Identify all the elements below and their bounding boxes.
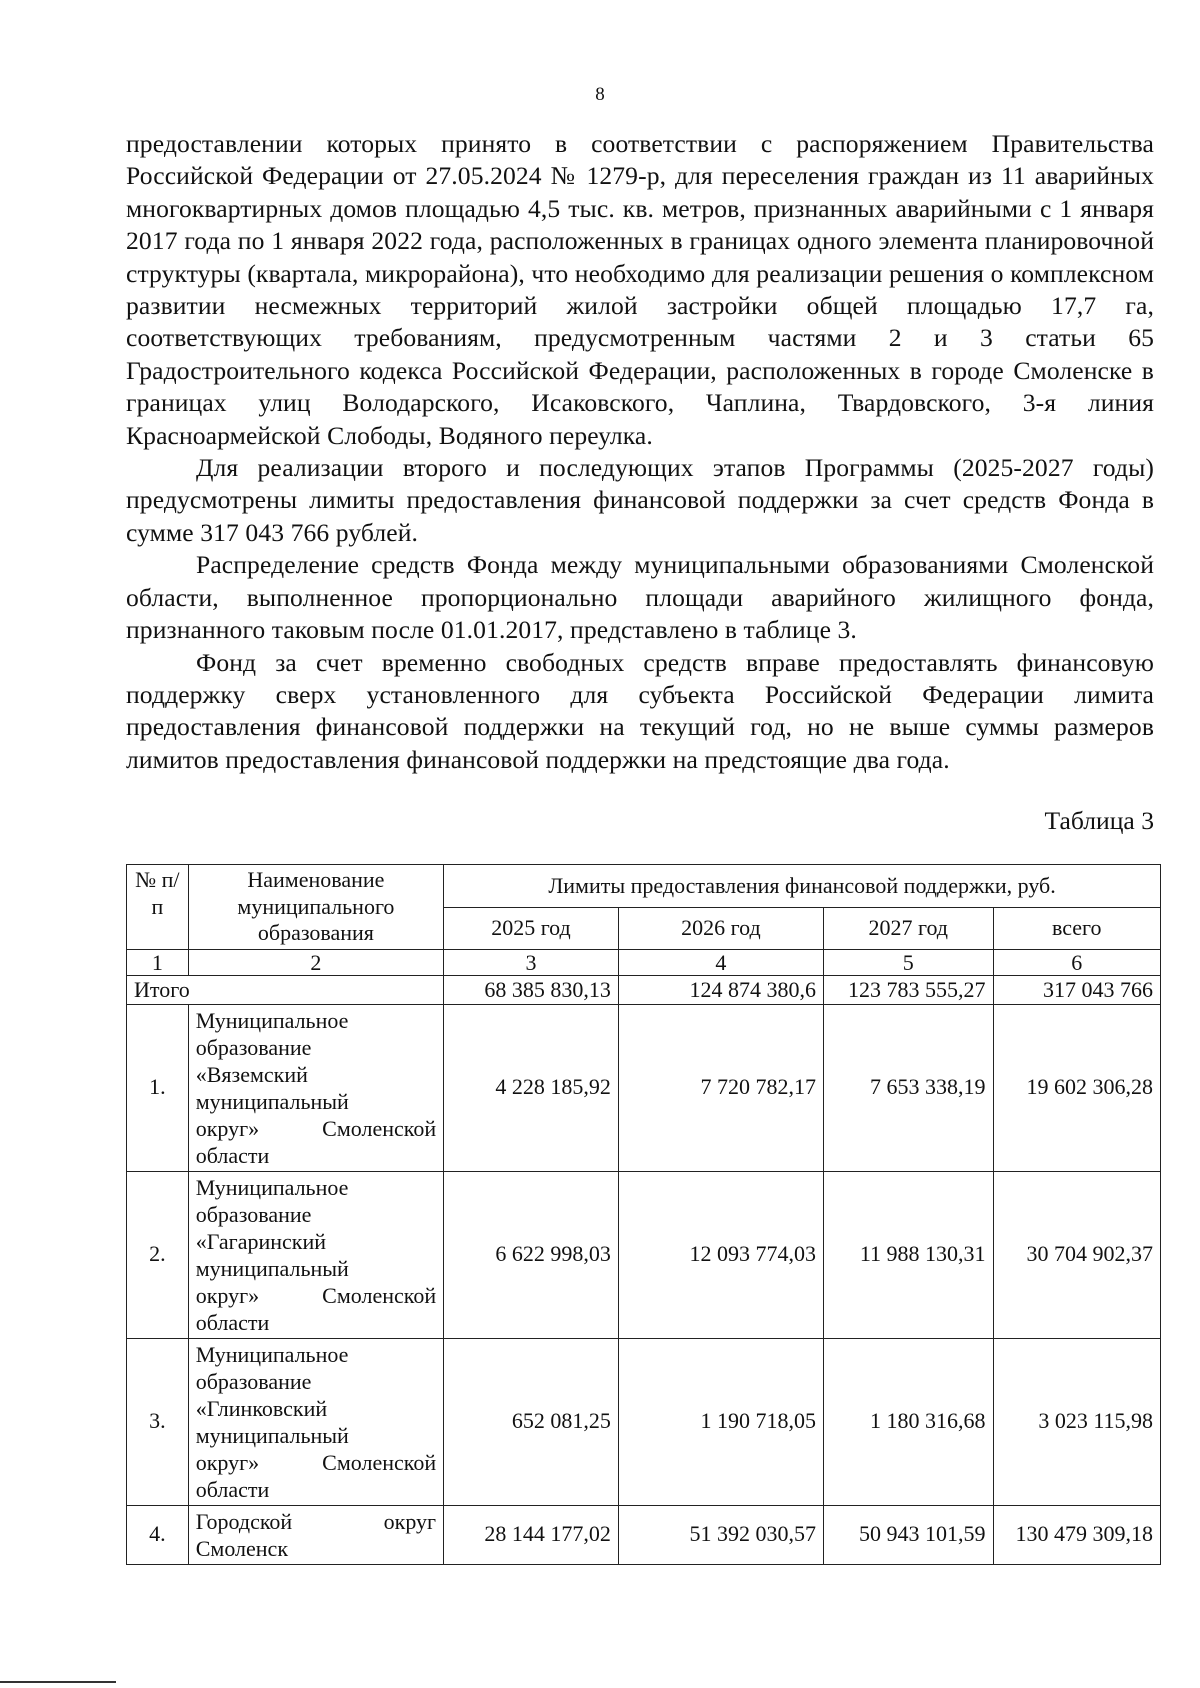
column-index: 2 xyxy=(188,949,443,975)
municipality-name xyxy=(188,1505,443,1564)
paragraph: Фонд за счет временно свободных средств вправе предоставлять финансовую поддержку сверх установленного для субъекта Российской Федерации лимита предоставления финансовой поддержки на текущий год, но не выше суммы размеров лимитов предоставления финансовой поддержки на предстоящие два года. xyxy=(126,647,1154,774)
name-line: округ» Смоленской xyxy=(195,1449,437,1475)
municipality-name xyxy=(188,1004,443,1171)
value-total: 3 023 115,98 xyxy=(993,1338,1160,1505)
name-line: муниципальный xyxy=(195,1422,349,1448)
total-row xyxy=(127,975,1161,1004)
column-index: 4 xyxy=(618,949,823,975)
name-line: Муниципальное xyxy=(195,1341,349,1367)
value-total: 19 602 306,28 xyxy=(993,1004,1160,1171)
value-2026: 7 720 782,17 xyxy=(618,1004,823,1171)
value-2027: 1 180 316,68 xyxy=(823,1338,993,1505)
value-2026: 51 392 030,57 xyxy=(618,1505,823,1564)
name-line: Смоленск xyxy=(195,1535,289,1561)
total-2027: 123 783 555,27 xyxy=(823,975,993,1004)
total-2026: 124 874 380,6 xyxy=(618,975,823,1004)
name-line: образование xyxy=(195,1368,312,1394)
paragraph: предоставлении которых принято в соответствии с распоряжением Правительства Российской Федерации от 27.05.2024 № 1279-р, для переселения граждан из 11 аварийных многоквартирных домов площадью 4,5 тыс. кв. метров, признанных аварийными с 1 января 2017 года по 1 января 2022 года, расположенных в границах одного элемента планировочной структуры (квартала, микрорайона), что необходимо для реализации решения о комплексном развитии несмежных территорий жилой застройки общей площадью 17,7 га, соответствующих требованиям, предусмотренным частями 2 и 3 статьи 65 Градостроительного кодекса Российской Федерации, расположенных в городе Смоленске в границах улиц Володарского, Исаковского, Чаплина, Твардовского, 3-я линия Красноармейской Слободы, Водяного переулка. xyxy=(126,129,1154,450)
name-line: области xyxy=(195,1309,270,1335)
row-number: 4. xyxy=(127,1505,189,1564)
name-line: муниципальный xyxy=(195,1088,349,1114)
column-index-row xyxy=(127,949,1161,975)
value-2027: 11 988 130,31 xyxy=(823,1171,993,1338)
name-line: Городской округ xyxy=(195,1508,437,1534)
table-row xyxy=(127,1004,1161,1171)
name-line: образование xyxy=(195,1201,312,1227)
name-line: округ» Смоленской xyxy=(195,1115,437,1141)
value-2025: 652 081,25 xyxy=(444,1338,619,1505)
name-line: образование xyxy=(195,1034,312,1060)
total-2025: 68 385 830,13 xyxy=(444,975,619,1004)
name-line: области xyxy=(195,1142,270,1168)
name-line: муниципальный xyxy=(195,1255,349,1281)
value-2025: 28 144 177,02 xyxy=(444,1505,619,1564)
paragraph: Распределение средств Фонда между муниципальными образованиями Смоленской области, выполненное пропорционально площади аварийного жилищного фонда, признанного таковым после 01.01.2017, представлено в таблице 3. xyxy=(126,550,1154,645)
column-index: 5 xyxy=(823,949,993,975)
value-2027: 7 653 338,19 xyxy=(823,1004,993,1171)
row-number: 1. xyxy=(127,1004,189,1171)
row-number: 3. xyxy=(127,1338,189,1505)
row-number: 2. xyxy=(127,1171,189,1338)
funding-limits-table xyxy=(126,864,1161,1565)
value-2025: 6 622 998,03 xyxy=(444,1171,619,1338)
body-text xyxy=(126,128,1154,776)
municipality-name xyxy=(188,1338,443,1505)
value-total: 130 479 309,18 xyxy=(993,1505,1160,1564)
table-caption: Таблица 3 xyxy=(1044,806,1154,835)
table-row xyxy=(127,1505,1161,1564)
name-line: «Гагаринский xyxy=(195,1228,327,1254)
page-number: 8 xyxy=(595,84,605,105)
paragraph: Для реализации второго и последующих этапов Программы (2025-2027 годы) предусмотрены лимиты предоставления финансовой поддержки за счет средств Фонда в сумме 317 043 766 рублей. xyxy=(126,453,1154,547)
name-line: «Вяземский xyxy=(195,1061,308,1087)
header-limits: Лимиты предоставления финансовой поддержки, руб. xyxy=(444,865,1161,908)
total-label: Итого xyxy=(127,975,444,1004)
header-2025: 2025 год xyxy=(444,908,619,949)
column-index: 6 xyxy=(993,949,1160,975)
header-row xyxy=(127,865,1161,908)
footnote-divider xyxy=(0,1681,116,1683)
value-2026: 12 093 774,03 xyxy=(618,1171,823,1338)
total-all: 317 043 766 xyxy=(993,975,1160,1004)
header-total: всего xyxy=(993,908,1160,949)
value-2027: 50 943 101,59 xyxy=(823,1505,993,1564)
value-total: 30 704 902,37 xyxy=(993,1171,1160,1338)
name-line: округ» Смоленской xyxy=(195,1282,437,1308)
header-num: № п/п xyxy=(127,865,189,950)
name-line: Муниципальное xyxy=(195,1007,349,1033)
table-row xyxy=(127,1171,1161,1338)
name-line: Муниципальное xyxy=(195,1174,349,1200)
header-2027: 2027 год xyxy=(823,908,993,949)
header-2026: 2026 год xyxy=(618,908,823,949)
name-line: «Глинковский xyxy=(195,1395,328,1421)
value-2026: 1 190 718,05 xyxy=(618,1338,823,1505)
table-row xyxy=(127,1338,1161,1505)
municipality-name xyxy=(188,1171,443,1338)
header-name: Наименование муниципального образования xyxy=(188,865,443,950)
column-index: 3 xyxy=(444,949,619,975)
column-index: 1 xyxy=(127,949,189,975)
name-line: области xyxy=(195,1476,270,1502)
value-2025: 4 228 185,92 xyxy=(444,1004,619,1171)
